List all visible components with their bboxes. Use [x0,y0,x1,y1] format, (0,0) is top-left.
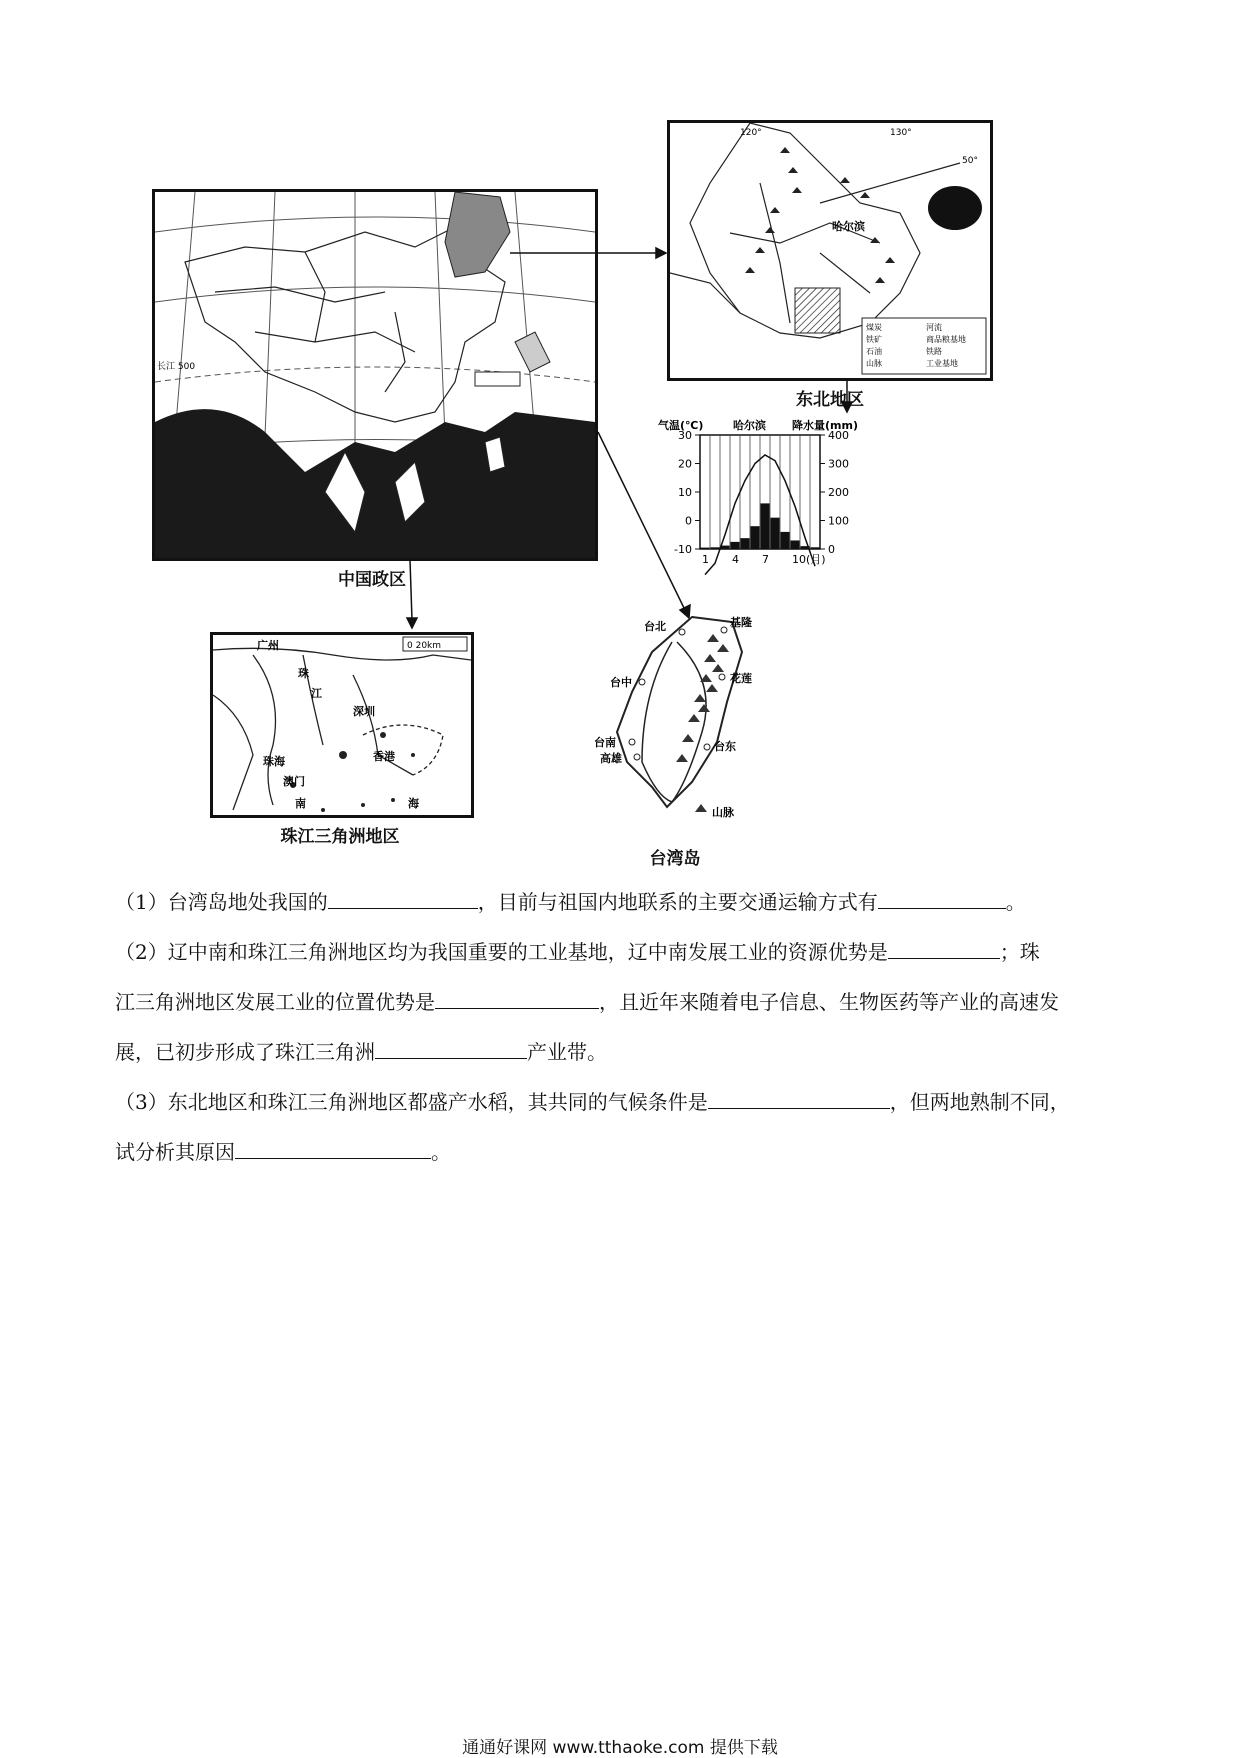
x-tick-label: 1 [702,553,709,566]
y-tick-label: 30 [678,429,692,442]
precip-bar [701,548,710,549]
precip-bar [721,546,730,549]
pearl-river-drawing [213,635,471,815]
label-zhuhai: 珠海 [263,755,285,768]
question-2-line-2: 江三角洲地区发展工业的位置优势是 ，且近年来随着电子信息、生物医药等产业的高速发 [115,977,1059,1027]
precip-bar [781,532,790,549]
precip-bar [761,503,770,549]
legend-item: 石油 [866,347,882,356]
x-tick-label: 10(月) [792,553,826,566]
label-shenzhen: 深圳 [353,705,375,718]
taiwan-map-caption: 台湾岛 [649,849,701,869]
map-label: 长江 500 [157,362,196,372]
chart-ylabel: 气温(℃) [658,419,704,432]
question-1: （1）台湾岛地处我国的 ，目前与祖国内地联系的主要交通运输方式有 。 [115,877,1026,927]
answer-blank[interactable] [878,886,1006,909]
label-guangzhou: 广州 [257,639,279,652]
city-harbin: 哈尔滨 [832,220,865,233]
x-tick-label: 7 [762,553,769,566]
lon-label: 130° [890,128,912,138]
legend-item: 河流 [926,323,942,332]
footer-text: 通通好课网 www.tthaoke.com 提供下载 [462,1738,778,1758]
y2-tick-label: 100 [828,514,849,528]
answer-blank[interactable] [235,1136,431,1159]
lat-label: 50° [962,156,978,166]
precip-bar [741,538,750,549]
dark-region [928,186,982,230]
mountain-legend-icon [695,804,707,812]
answer-blank[interactable] [708,1086,890,1109]
label-sea: 南 [295,797,306,810]
label-taibei: 台北 [644,620,666,633]
label-jilong: 基隆 [730,616,752,629]
legend-item: 工业基地 [926,359,958,368]
y-tick-label: 10 [678,486,692,499]
climate-chart [640,415,870,575]
label-sea: 海 [408,797,419,810]
y-tick-label: -10 [674,543,692,556]
answer-blank[interactable] [375,1036,527,1059]
legend-item: 铁路 [926,347,942,356]
precip-bar [791,540,800,549]
label-gaoxiong: 高雄 [600,752,622,765]
y-tick-label: 20 [678,457,692,471]
answer-blank[interactable] [328,886,478,909]
question-2-line-3: 展，已初步形成了珠江三角洲 产业带。 [115,1027,607,1077]
precip-bar [751,526,760,549]
precip-bar [711,547,720,549]
y2-tick-label: 400 [828,429,849,442]
label-hualian: 花莲 [730,672,752,685]
pearl-river-caption: 珠江三角洲地区 [280,827,400,847]
legend-item: 煤炭 [866,323,882,332]
y2-tick-label: 300 [828,457,849,471]
chart-title: 哈尔滨 [733,419,766,432]
question-3-line-2: 试分析其原因 。 [115,1127,451,1177]
legend-item: 铁矿 [866,335,882,344]
label-tainan: 台南 [594,736,616,749]
y-tick-label: 0 [685,514,692,528]
china-map-caption: 中国政区 [338,570,406,590]
taiwan-map [572,612,812,842]
label-mountain-legend: 山脉 [712,806,734,819]
question-3-line-1: （3）东北地区和珠江三角洲地区都盛产水稻，其共同的气候条件是 ，但两地熟制不同， [115,1077,1070,1127]
chart-y2label: 降水量(mm) [792,419,858,432]
northeast-map-caption: 东北地区 [796,390,864,410]
y2-tick-label: 0 [828,543,835,556]
scale-bar: 0 20km [407,641,442,651]
x-tick-label: 4 [732,553,739,566]
label-hongkong: 香港 [373,750,395,763]
label-river: 珠 [298,667,309,680]
northeast-map-drawing [670,123,990,378]
legend-item: 商品粮基地 [926,335,966,344]
answer-blank[interactable] [435,986,599,1009]
question-2-line-1: （2）辽中南和珠江三角洲地区均为我国重要的工业基地，辽中南发展工业的资源优势是 ；珠 [115,927,1040,977]
label-macau: 澳门 [283,775,305,788]
northeast-map [667,120,993,381]
legend-item: 山脉 [866,359,882,368]
label-river: 江 [311,687,322,700]
y2-tick-label: 200 [828,486,849,499]
pearl-river-map [210,632,474,818]
lon-label: 120° [740,128,762,138]
label-taidong: 台东 [714,740,736,753]
answer-blank[interactable] [888,936,1000,959]
precip-bar [771,518,780,549]
precip-bar [811,547,820,549]
precip-bar [731,542,740,549]
label-taizhong: 台中 [610,676,632,689]
